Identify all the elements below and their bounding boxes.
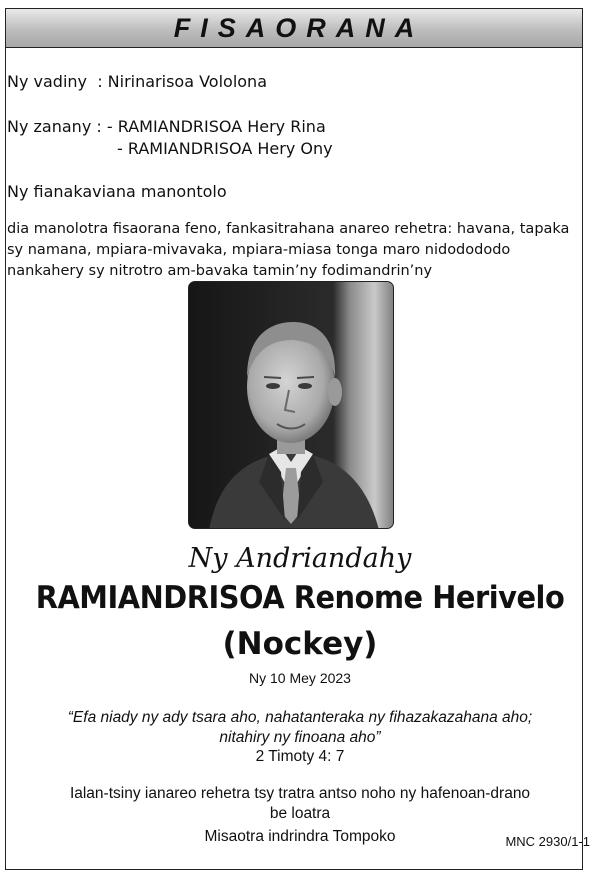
thanks-paragraph: dia manolotra fisaorana feno, fankasitrahana anareo rehetra: havana, tapaka sy namana, mpiara-mivavaka, mpiara-miasa tonga maro nidodododo nankahery sy nitrotro am-bavaka tamin’ny fodimandrin’ny <box>7 221 570 279</box>
children-line-2 <box>117 139 333 158</box>
death-date: Ny 10 Mey 2023 <box>249 670 351 686</box>
deceased-name: RAMIANDRISOA Renome Herivelo <box>35 580 565 616</box>
header-title: FISAORANA <box>173 12 425 43</box>
portrait-illustration <box>189 282 394 529</box>
ad-code: MNC 2930/1-1 <box>505 834 590 849</box>
child-name-1: - RAMIANDRISOA Hery Rina <box>106 117 326 136</box>
widow-name: Nirinarisoa Vololona <box>107 72 267 91</box>
quote-line-2: nitahiry ny finoana aho” <box>219 729 381 746</box>
bible-quote <box>0 708 600 748</box>
children-label: Ny zanany : <box>7 117 102 136</box>
portrait-photo <box>188 281 394 529</box>
quote-line-1: “Efa niady ny ady tsara aho, nahatanteraka ny fihazakazahana aho; <box>67 709 533 726</box>
bible-reference: 2 Timoty 4: 7 <box>255 748 345 765</box>
children-line <box>7 117 326 136</box>
deceased-nickname: (Nockey) <box>222 626 378 662</box>
apology-line-2: be loatra <box>269 805 331 822</box>
widow-label: Ny vadiny <box>7 72 88 91</box>
apology-text <box>40 784 560 824</box>
widow-line: Ny vadiny : Nirinarisoa Vololona <box>7 72 267 91</box>
header-banner <box>6 9 582 48</box>
child-name-2: - RAMIANDRISOA Hery Ony <box>117 139 333 158</box>
apology-line-1: Ialan-tsiny ianareo rehetra tsy tratra antso noho ny hafenoan-drano <box>69 785 531 802</box>
closing-signature: Misaotra indrindra Tompoko <box>204 828 396 845</box>
honorific: Ny Andriandahy <box>188 543 412 574</box>
family-line: Ny fianakaviana manontolo <box>7 182 227 201</box>
